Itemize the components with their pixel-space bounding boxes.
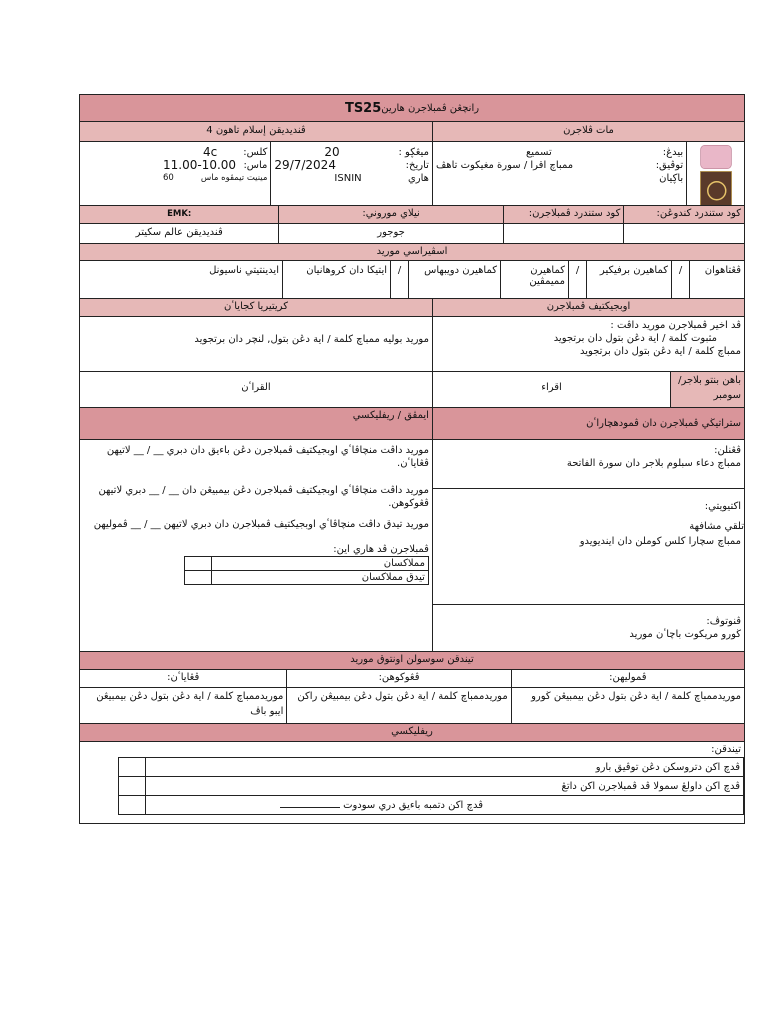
- bahan-value1: اقراء: [432, 372, 670, 407]
- refleksi-option-3-cell: [146, 796, 744, 815]
- tidak-dilaksanakan-label: تيدق مملاکسان: [211, 571, 428, 585]
- masa-label: ماس:: [243, 160, 268, 171]
- aspirasi-item: ايتيکا دان کروهانيان: [282, 261, 390, 298]
- strategi-cell: [432, 440, 744, 651]
- nilai-label: نيلاي موروني:: [278, 206, 502, 223]
- kelas-masa-cell: [80, 142, 270, 205]
- status-table: [184, 556, 429, 585]
- bidang-label: بيدڠ:: [662, 147, 684, 158]
- talaqqi-text: تلقي مشافهة: [689, 520, 744, 532]
- class-header: ڤنديديقن إسلام تاهون 4: [206, 125, 306, 136]
- pengayaan-text: موريدممباچ کلمة / اية دڠن بتول دڠن بيمبيڠن ايبو باڤ: [96, 691, 284, 717]
- lesson-plan-form: [79, 94, 745, 824]
- pengayaan-label: ڤڠاياٴن:: [167, 672, 200, 683]
- objektif-line2: مثبوت کلمة / اية دڠن بتول دان برتجويد: [553, 333, 717, 344]
- title-code: TS25: [344, 100, 382, 116]
- aspirasi-separator: /: [390, 261, 408, 298]
- refleksi-checkbox-3[interactable]: [119, 796, 146, 815]
- impak-option-2: موريد داڤت منچاڤاٴي اوبجيکتيف ڤمبلاجرن دڠن بيمبيڠن دان __ / __ دبري لاتيهن ڤڠوکوهن.: [98, 485, 429, 509]
- impak-cell: [80, 440, 432, 651]
- tidak-dilaksanakan-checkbox[interactable]: [184, 571, 211, 585]
- ditunda-label: ڤمبلاجرن ڤد هاري اين:: [333, 544, 429, 555]
- minggu-label: ميڠڮو :: [398, 147, 429, 158]
- minit-label: مينيت تيمڤوه ماس: [200, 173, 268, 183]
- refleksi-blank-line[interactable]: [280, 807, 340, 808]
- topik-value: ممباچ اقرا / سورة مغيکوت تاهڤ: [435, 160, 574, 171]
- impak-option-3: موريد تيدق داڤت منچاڤاٴي اوبجيکتيف ڤمبلاجرن دان دبري لاتيهن __ / __ ڤموليهن: [93, 519, 429, 530]
- refleksi-option-1: ڤدچ اکن دتروسکن دڠن توڤيق بارو: [146, 758, 744, 777]
- aspirasi-separator: /: [671, 261, 689, 298]
- kandungan-label: کود ستندرد کندوڠن:: [623, 206, 744, 223]
- dilaksanakan-checkbox[interactable]: [184, 557, 211, 571]
- subject-header: مات ڤلاجرن: [432, 122, 744, 141]
- objektif-header: اوبجيکتيف ڤمبلاجرن: [432, 299, 744, 316]
- bahan-value2: القراٴن: [241, 382, 271, 393]
- hari-value: ISNIN: [334, 173, 362, 184]
- aktiviti-block: [433, 489, 744, 605]
- minggu-value: 20: [324, 145, 340, 159]
- pengukuhan-label: ڤڠوکوهن:: [286, 670, 510, 687]
- strategi-header: ستراتيڬي ڤمبلاجرن دان ڤمودهچاراٴن: [432, 408, 744, 439]
- refleksi-option-3: ڤدچ اکن دتمبه باءيق دري سودوت: [343, 799, 483, 811]
- penutup-label: ڤنوتوڤ:: [706, 616, 741, 627]
- quran-book-icon: [699, 145, 732, 190]
- objektif-line1: ڤد اخير ڤمبلاجرن موريد داڤت :: [610, 320, 741, 331]
- nilai-value: جوجور: [278, 224, 502, 243]
- bahagian-label: باڮيان: [659, 173, 684, 184]
- objektif-line3: ممباچ کلمة / اية دڠن بتول دان برتجويد: [580, 346, 741, 357]
- bahan-label: باهن بنتو بلاجر/ سومبر: [670, 372, 744, 407]
- kelas-value: 4c: [203, 145, 218, 159]
- pembelajaran-label: کود ستندرد ڤمبلاجرن:: [503, 206, 624, 223]
- penutup-text: ڬورو مريکوت باچاٴن موريد: [629, 629, 741, 640]
- emk-value: ڤنديديقن عالم سکيتر: [135, 227, 223, 238]
- logo-cell: [686, 142, 744, 205]
- pengukuhan-text: موريدممباچ کلمة / اية دڠن بتول دڠن بيمبيڠن راکن: [286, 688, 510, 723]
- refleksi-tindakan-label: تيندقن:: [711, 744, 741, 755]
- aspirasi-item: ايدينتيتي ناسيونل: [209, 265, 279, 276]
- minggu-tarikh-cell: [270, 142, 432, 205]
- impak-option-1: موريد داڤت منچاڤاٴي اوبجيکتيف ڤمبلاجرن دڠن باءيق دان دبري __ / __ لاتيهن ڤڠاياٴن.: [106, 445, 429, 469]
- title-text: رانچڠن ڤمبلاجرن هارين: [381, 102, 480, 114]
- bidang-value: تسميع: [525, 147, 552, 158]
- aspirasi-item: کماهيرن دويبهاس: [408, 261, 500, 298]
- refleksi-option-2: ڤدچ اکن داولڠ سمولا ڤد ڤمبلاجرن اکن داتڠ: [146, 777, 744, 796]
- aspirasi-item: کماهيرن برفيکير: [586, 261, 671, 298]
- kriteria-header: کريتيريا کجاياٴن: [223, 301, 288, 312]
- tindakan-header: تيندقن سوسولن اونتوق موريد: [350, 654, 474, 665]
- topik-label: توڤيق:: [655, 160, 684, 171]
- aspirasi-header: اسڤيراسي موريد: [376, 246, 448, 257]
- refleksi-checkbox-1[interactable]: [119, 758, 146, 777]
- aspirasi-item: کماهيرن مميمڤين: [500, 261, 568, 298]
- refleksi-header: ريفليکسي: [391, 726, 433, 737]
- kelas-label: کلس:: [243, 147, 268, 158]
- pemulihan-text: موريدممباچ کلمة / اية دڠن بتول دڠن بيمبيڠن ڬورو: [511, 688, 744, 723]
- permulaan-label: ڤڠنلن:: [714, 445, 741, 456]
- minit-value: 60: [163, 173, 174, 183]
- refleksi-body: [79, 742, 745, 824]
- permulaan-block: [433, 440, 744, 489]
- dilaksanakan-label: مملاکسان: [211, 557, 428, 571]
- bidang-topik-cell: [432, 142, 686, 205]
- hari-label: هاري: [407, 173, 429, 184]
- kriteria-text: موريد بوليه ممباچ کلمة / اية دڠن بتول, لنچر دان برتجويد: [194, 334, 429, 345]
- permulaan-text: ممباچ دعاء سبلوم بلاجر دان سورة الفاتحة: [566, 458, 741, 469]
- penutup-block: [433, 605, 744, 651]
- title-bar: [79, 94, 745, 122]
- tarikh-value: 29/7/2024: [274, 158, 336, 172]
- refleksi-checkbox-2[interactable]: [119, 777, 146, 796]
- impak-header: ايمڤق / ريفليکسي: [352, 410, 429, 421]
- aktiviti-text: ممباچ سچارا کلس کوملن دان اينديويدو: [579, 535, 741, 547]
- emk-label: EMK:: [167, 209, 192, 219]
- refleksi-table: [118, 757, 744, 815]
- tarikh-label: تاريخ:: [405, 160, 429, 171]
- aktiviti-label: اکتيويتي:: [704, 500, 741, 512]
- pemulihan-label: ڤموليهن:: [511, 670, 744, 687]
- objektif-cell: [432, 317, 744, 371]
- masa-value: 11.00-10.00: [163, 158, 237, 172]
- aspirasi-item: ڤڠتاهوان: [689, 261, 744, 298]
- aspirasi-separator: /: [568, 261, 586, 298]
